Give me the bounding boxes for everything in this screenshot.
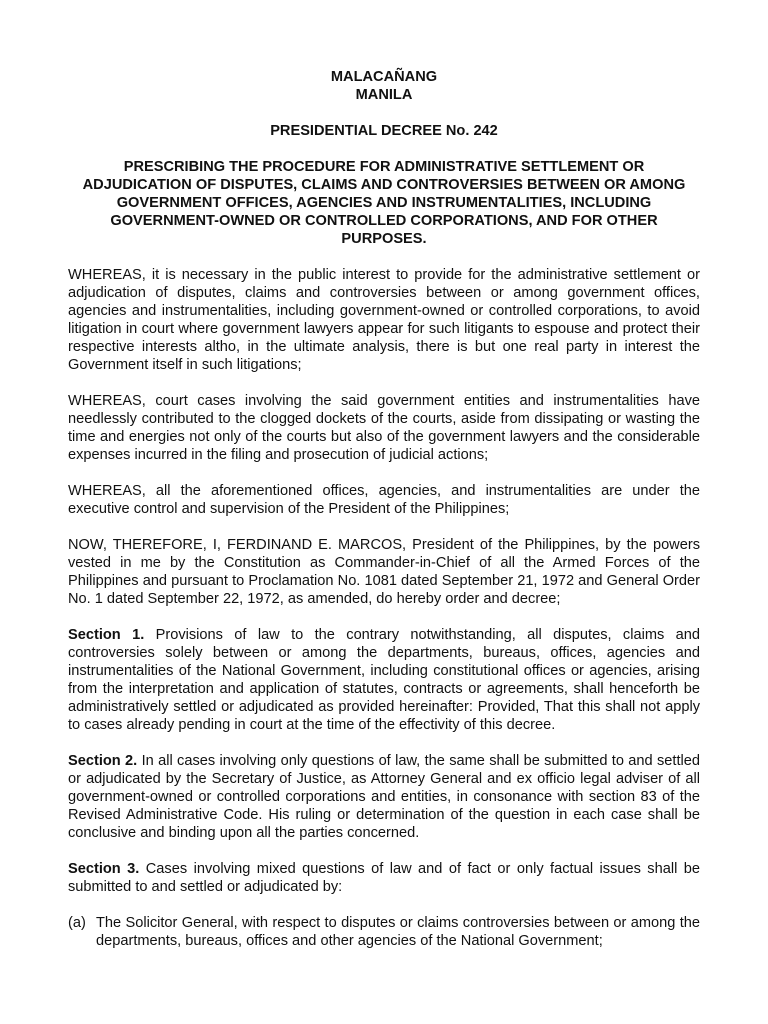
document-header [68, 68, 700, 158]
section-2-text: In all cases involving only questions of law, the same shall be submitted to and settled or adjudicated by the Secretary of Justice, as Attorney General and ex officio legal adviser of all government-owned or controlled corporations and entities, in consonance with section 83 of the Revised Administrative Code. His ruling or determination of the question in each case shall be conclusive and binding upon all the parties concerned. [68, 753, 700, 841]
document-page [68, 68, 700, 950]
whereas-clause-2: WHEREAS, court cases involving the said government entities and instrumentalities have needlessly contributed to the clogged dockets of the courts, aside from dissipating or wasting the time and energies not only of the courts but also of the government lawyers and the considerable expenses incurred in the filing and prosecution of judicial actions; [68, 393, 700, 463]
list-item-a-label: (a) [68, 915, 86, 931]
list-item-a-text: The Solicitor General, with respect to disputes or claims controversies between or among the departments, bureaus, offices and other agencies of the National Government; [96, 915, 700, 949]
whereas-clause-1: WHEREAS, it is necessary in the public interest to provide for the administrative settlement or adjudication of disputes, claims and controversies between or among government offices, agencies and instrumentalities, including government-owned or controlled corporations, to avoid litigation in court where government lawyers appear for such litigants to espouse and protect their respective interests altho, in the ultimate analysis, there is but one real party in interest the Government itself in such litigations; [68, 267, 700, 373]
header-line-malacanang: MALACAÑANG [330, 69, 438, 85]
section-3-text: Cases involving mixed questions of law and of fact or only factual issues shall be submitted to and settled or adjudicated by: [68, 861, 700, 895]
now-therefore-clause: NOW, THEREFORE, I, FERDINAND E. MARCOS, President of the Philippines, by the powers vested in me by the Constitution as Commander-in-Chief of all the Armed Forces of the Philippines and pursuant to Proclamation No. 1081 dated September 21, 1972 and General Order No. 1 dated September 22, 1972, as amended, do hereby order and decree; [68, 537, 700, 607]
section-3-label: Section 3. [68, 861, 140, 877]
list-item-a [68, 914, 700, 950]
section-1-label: Section 1. [68, 627, 145, 643]
section-2-label: Section 2. [68, 753, 138, 769]
section-3 [68, 860, 700, 896]
header-line-manila: MANILA [355, 87, 413, 103]
section-2 [68, 752, 700, 842]
section-1-text: Provisions of law to the contrary notwithstanding, all disputes, claims and controversies solely between or among the departments, bureaus, offices, agencies and instrumentalities of the National Government, including constitutional offices or agencies, arising from the interpretation and application of statutes, contracts or agreements, shall henceforth be administratively settled or adjudicated as provided hereinafter: Provided, That this shall not apply to cases already pending in court at the time of the effectivity of this decree. [68, 627, 700, 733]
whereas-clause-3: WHEREAS, all the aforementioned offices, agencies, and instrumentalities are under the executive control and supervision of the President of the Philippines; [68, 483, 700, 517]
section-1 [68, 626, 700, 734]
decree-number: PRESIDENTIAL DECREE No. 242 [270, 123, 498, 139]
decree-title: PRESCRIBING THE PROCEDURE FOR ADMINISTRATIVE SETTLEMENT OR ADJUDICATION OF DISPUTES, CLAIMS AND CONTROVERSIES BETWEEN OR AMONG GOVERNMENT OFFICES, AGENCIES AND INSTRUMENTALITIES, INCLUDING GOVERNMENT-OWNED OR CONTROLLED CORPORATIONS, AND FOR OTHER PURPOSES. [82, 159, 686, 247]
